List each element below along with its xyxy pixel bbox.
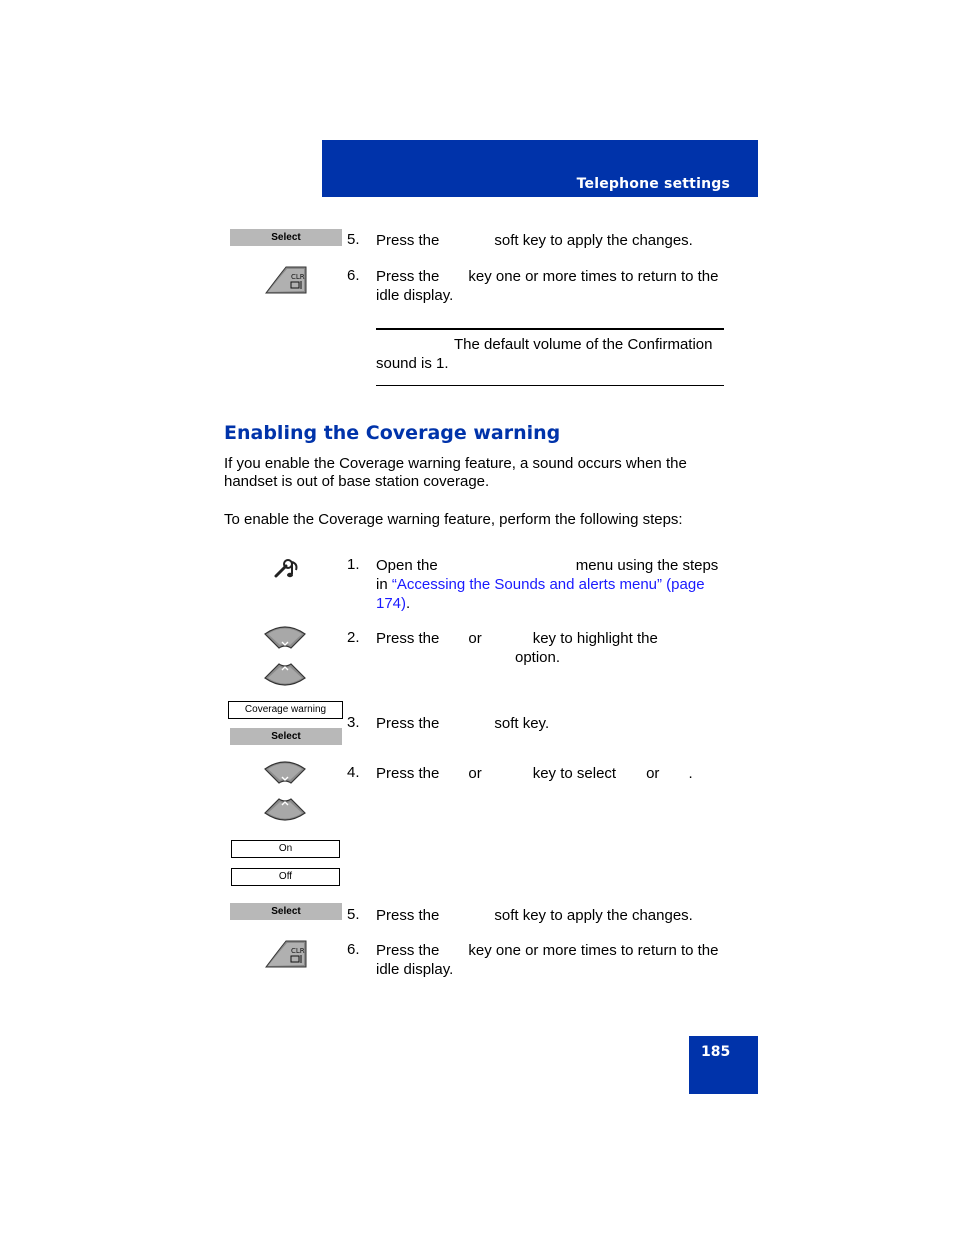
step-number: 3. xyxy=(347,714,360,731)
step-text: Press the key one or more times to return to the idle display. xyxy=(376,942,719,978)
step-text: Press the soft key to apply the changes. xyxy=(376,232,693,249)
step-number: 2. xyxy=(347,629,360,646)
step-number: 5. xyxy=(347,231,360,248)
step-text: Press the or key to select or . xyxy=(376,765,693,782)
select-softkey[interactable]: Select xyxy=(230,728,342,745)
up-key-icon xyxy=(263,757,307,785)
section-heading: Enabling the Coverage warning xyxy=(224,422,561,444)
intro-paragraph: If you enable the Coverage warning feature, a sound occurs when the handset is out of base station coverage. xyxy=(224,455,687,490)
clr-key-icon xyxy=(264,939,308,969)
option-off[interactable]: Off xyxy=(231,868,340,886)
step-text: Open the menu using the steps in “Accessing the Sounds and alerts menu” (page 174). xyxy=(376,557,719,612)
step-number: 1. xyxy=(347,556,360,573)
step-text: Press the key one or more times to return to the idle display. xyxy=(376,268,719,304)
step-text: Press the or key to highlight the option. xyxy=(376,630,658,666)
cross-reference-link[interactable]: “Accessing the Sounds and alerts menu” (page 174) xyxy=(376,576,705,612)
svg-text:CLR: CLR xyxy=(291,947,305,955)
down-key-icon xyxy=(263,662,307,690)
option-on[interactable]: On xyxy=(231,840,340,858)
down-key-icon xyxy=(263,797,307,825)
up-key-icon xyxy=(263,622,307,650)
step-number: 6. xyxy=(347,941,360,958)
coverage-warning-menu-item[interactable]: Coverage warning xyxy=(228,701,343,719)
page-number-box xyxy=(689,1036,758,1094)
step-text: Press the soft key. xyxy=(376,715,550,732)
svg-text:CLR: CLR xyxy=(291,273,305,281)
note-top-rule xyxy=(376,328,724,330)
header-title: Telephone settings xyxy=(576,176,730,192)
select-softkey[interactable]: Select xyxy=(230,229,342,246)
note-text: The default volume of the Confirmation sound is 1. xyxy=(376,336,713,372)
header-bar xyxy=(322,140,758,197)
select-softkey[interactable]: Select xyxy=(230,903,342,920)
step-text: Press the soft key to apply the changes. xyxy=(376,907,693,924)
sounds-alerts-icon xyxy=(272,556,302,582)
clr-key-icon xyxy=(264,265,308,295)
step-number: 5. xyxy=(347,906,360,923)
page-number: 185 xyxy=(701,1044,731,1060)
step-number: 6. xyxy=(347,267,360,284)
lead-paragraph: To enable the Coverage warning feature, perform the following steps: xyxy=(224,511,683,528)
step-number: 4. xyxy=(347,764,360,781)
note-bottom-rule xyxy=(376,385,724,386)
